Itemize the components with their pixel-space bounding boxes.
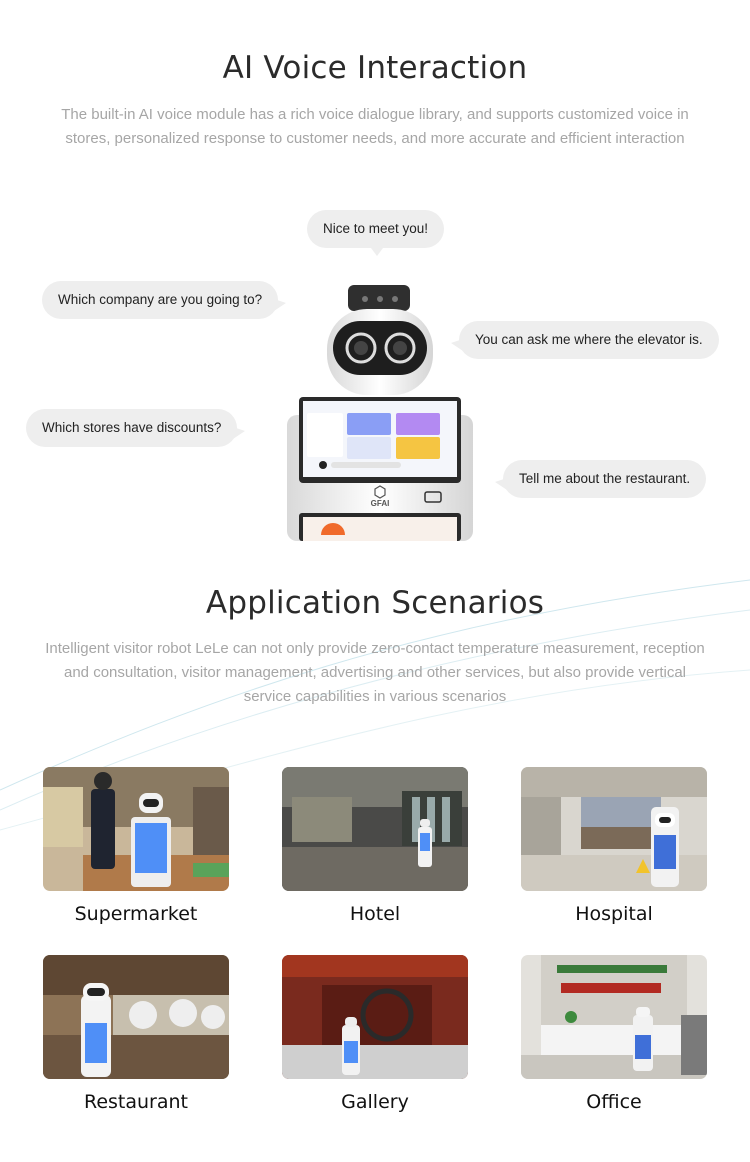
restaurant-photo [43,955,229,1079]
hotel-photo [282,767,468,891]
supermarket-photo [43,767,229,891]
speech-bubble-discounts [26,409,237,447]
scenario-label: Hospital [575,903,653,925]
scenario-label: Gallery [341,1091,409,1113]
speech-bubble-elevator [459,321,719,359]
hospital-photo [521,767,707,891]
scenario-label: Hotel [349,903,401,925]
scenario-label: Supermarket [74,903,198,925]
scenario-label: Office [586,1091,642,1113]
bubble-text: Which stores have discounts? [42,420,222,435]
speech-bubble-company [42,281,278,319]
scenario-card-office[interactable] [521,955,707,1113]
bubble-tail [495,478,507,490]
speech-bubble-restaurant [503,460,706,498]
bubble-text: Nice to meet you! [323,221,429,236]
bubble-text: You can ask me where the elevator is. [475,332,703,347]
bubble-text: Which company are you going to? [58,292,263,307]
gallery-photo [282,955,468,1079]
speech-bubble-greeting [307,210,444,248]
scenario-card-restaurant[interactable] [43,955,229,1113]
voice-section-subtitle: The built-in AI voice module has a rich voice dialogue library, and supports customized voice in stores, personalized response to customer needs, and more accurate and efficient interaction [61,106,689,147]
scenario-label: Restaurant [83,1091,189,1113]
robot-illustration [285,285,475,541]
bubble-tail [233,427,245,439]
scenarios-section-title: Application Scenarios [205,585,545,621]
voice-section-title: AI Voice Interaction [222,50,528,86]
scenario-card-supermarket[interactable] [43,767,229,925]
scenario-card-gallery[interactable] [282,955,468,1113]
bubble-text: Tell me about the restaurant. [519,471,691,486]
robot-brand-logo: GFAI [370,499,390,508]
office-photo [521,955,707,1079]
bubble-tail [371,248,383,256]
scenario-card-hotel[interactable] [282,767,468,925]
scenario-card-hospital[interactable] [521,767,707,925]
scenarios-section-subtitle: Intelligent visitor robot LeLe can not only provide zero-contact temperature measurement, reception and consultation, visitor management, advertising and other services, but also provide vertical service capabilities in various scenarios [45,640,705,705]
